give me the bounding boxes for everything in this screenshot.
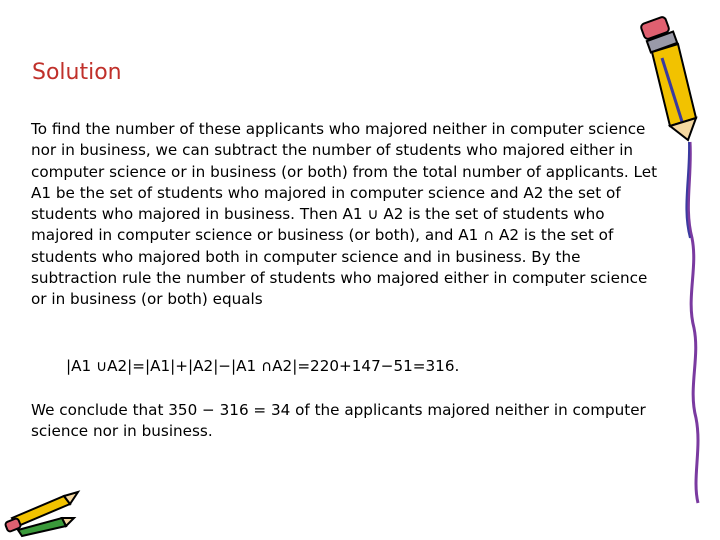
conclusion-paragraph: We conclude that 350 − 316 = 34 of the applicants majored neither in computer science nor in business.: [31, 401, 646, 441]
pencil-icon: [632, 8, 712, 508]
pencil-icon: [4, 488, 84, 538]
slide-title: Solution: [32, 60, 122, 85]
solution-paragraph: To find the number of these applicants who majored neither in computer science nor in business, we can subtract the number of students who majored either in computer science or in business (or both) from the total number of applicants. Let A1 be the set of students who majored in computer science and A2 the set of students who majored in business. Then A1 ∪ A2 is the set of students who majored in computer science or business (or both), and A1 ∩ A2 is the set of students who majored both in computer science and in business. By the subtraction rule the number of students who majored either in computer science or in business (or both) equals: [31, 120, 658, 309]
equation-line: |A1 ∪A2|=|A1|+|A2|−|A1 ∩A2|=220+147−51=316.: [66, 357, 460, 375]
